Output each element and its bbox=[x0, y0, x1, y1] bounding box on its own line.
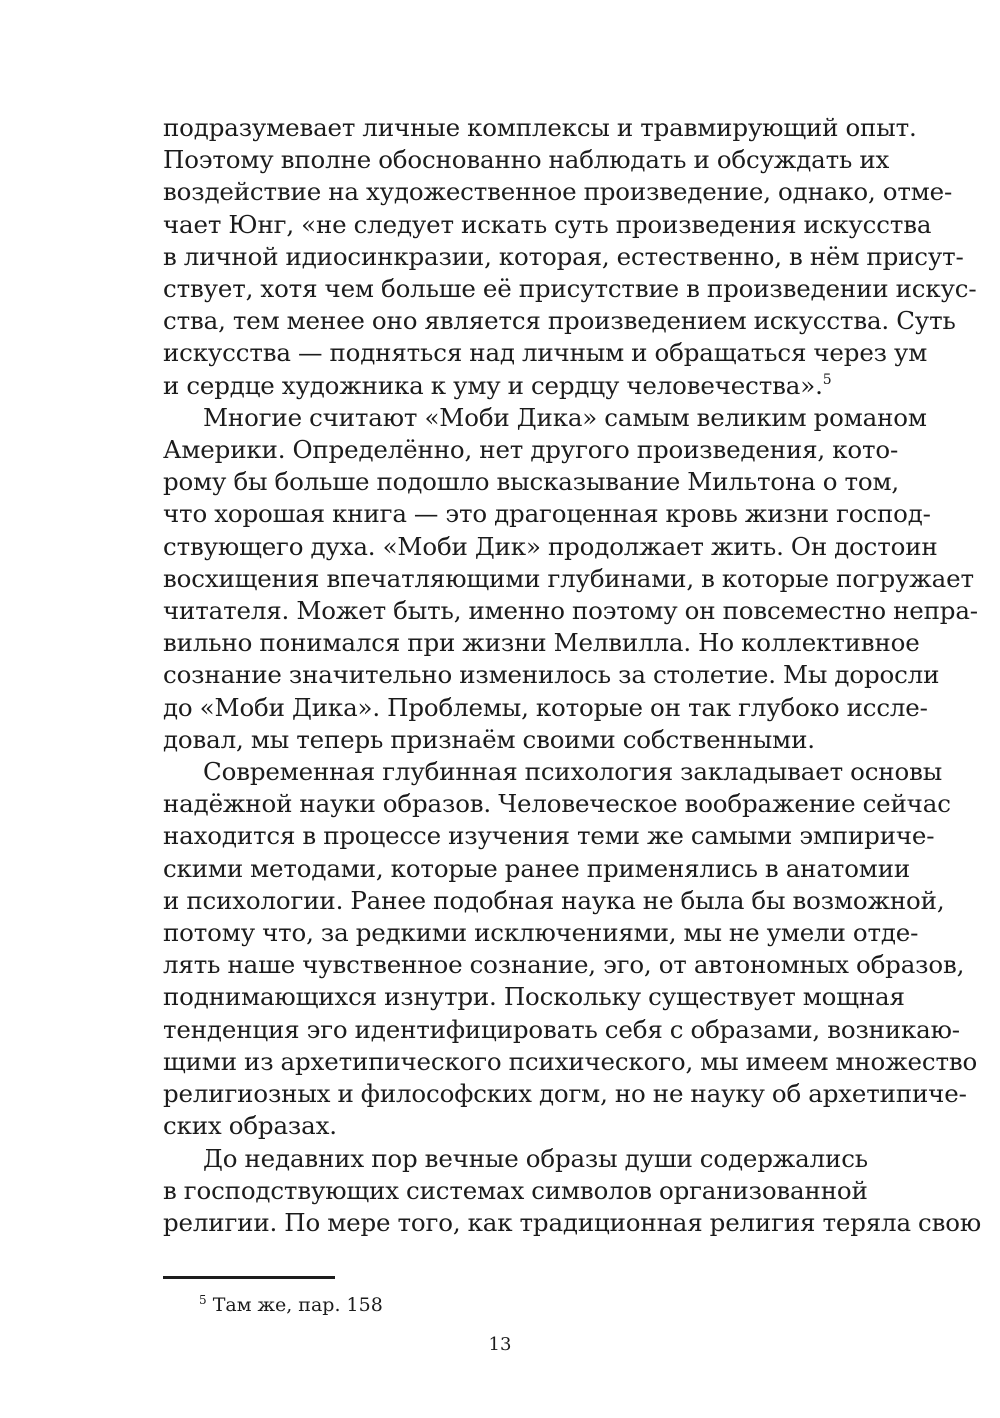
text-line: тенденция эго идентифицировать себя с образами, возникаю- bbox=[163, 1014, 960, 1044]
text-line: до «Моби Дика». Проблемы, которые он так глубоко иссле- bbox=[163, 692, 928, 722]
footnote-text: Там же, пар. 158 bbox=[212, 1294, 383, 1316]
text-line: поднимающихся изнутри. Поскольку существует мощная bbox=[163, 982, 905, 1012]
text-line: надёжной науки образов. Человеческое воображение сейчас bbox=[163, 789, 951, 819]
text-line: Поэтому вполне обоснованно наблюдать и обсуждать их bbox=[163, 145, 890, 175]
text-line: читателя. Может быть, именно поэтому он повсеместно непра- bbox=[163, 596, 978, 626]
text-line: вильно понимался при жизни Мелвилла. Но коллективное bbox=[163, 628, 920, 658]
text-line: воздействие на художественное произведение, однако, отме- bbox=[163, 177, 953, 207]
text-line: восхищения впечатляющими глубинами, в которые погружает bbox=[163, 563, 974, 593]
footnote bbox=[199, 1293, 383, 1317]
paragraph-first-line: Современная глубинная психология закладывает основы bbox=[203, 757, 943, 787]
paragraph-first-line: До недавних пор вечные образы души содержались bbox=[203, 1143, 868, 1173]
text-line: в личной идиосинкразии, которая, естественно, в нём присут- bbox=[163, 241, 964, 271]
text-line: подразумевает личные комплексы и травмирующий опыт. bbox=[163, 113, 917, 142]
text-line: Америки. Определённо, нет другого произведения, кото- bbox=[163, 435, 899, 465]
text-line: рому бы больше подошло высказывание Мильтона о том, bbox=[163, 467, 900, 497]
footnote-reference: 5 bbox=[822, 371, 832, 388]
text-line: ствующего духа. «Моби Дик» продолжает жить. Он достоин bbox=[163, 531, 938, 561]
text-line: довал, мы теперь признаём своими собственными. bbox=[163, 724, 815, 754]
text-line: и психологии. Ранее подобная наука не была бы возможной, bbox=[163, 885, 945, 915]
footnote-divider bbox=[163, 1276, 335, 1279]
text-line: что хорошая книга — это драгоценная кровь жизни господ- bbox=[163, 499, 931, 529]
text-line: религиозных и философских догм, но не науку об архетипиче- bbox=[163, 1079, 967, 1109]
text-line-content: и сердце художника к уму и сердцу человечества». bbox=[163, 370, 823, 400]
text-line: чает Юнг, «не следует искать суть произведения искусства bbox=[163, 209, 932, 239]
text-line: щими из архетипического психического, мы имеем множество bbox=[163, 1046, 978, 1076]
text-line: сознание значительно изменилось за столетие. Мы доросли bbox=[163, 660, 940, 690]
text-line bbox=[163, 370, 840, 402]
page-body bbox=[163, 112, 982, 1239]
text-line: в господствующих системах символов организованной bbox=[163, 1175, 868, 1205]
main-text bbox=[163, 112, 982, 1239]
paragraph-first-line: Многие считают «Моби Дика» самым великим романом bbox=[203, 402, 927, 432]
text-line: лять наше чувственное сознание, эго, от автономных образов, bbox=[163, 950, 965, 980]
text-line: ства, тем менее оно является произведением искусства. Суть bbox=[163, 306, 956, 336]
text-line: скими методами, которые ранее применялись в анатомии bbox=[163, 853, 911, 883]
text-line: искусства — подняться над личным и обращаться через ум bbox=[163, 338, 928, 368]
text-line: потому что, за редкими исключениями, мы не умели отде- bbox=[163, 918, 919, 948]
text-line: религии. По мере того, как традиционная религия теряла свою bbox=[163, 1207, 982, 1237]
page-number: 13 bbox=[488, 1334, 512, 1355]
text-line: ских образах. bbox=[163, 1111, 337, 1141]
text-line: находится в процессе изучения теми же самыми эмпириче- bbox=[163, 821, 935, 851]
footnote-marker: 5 bbox=[199, 1293, 207, 1307]
text-line: ствует, хотя чем больше её присутствие в произведении искус- bbox=[163, 274, 977, 304]
